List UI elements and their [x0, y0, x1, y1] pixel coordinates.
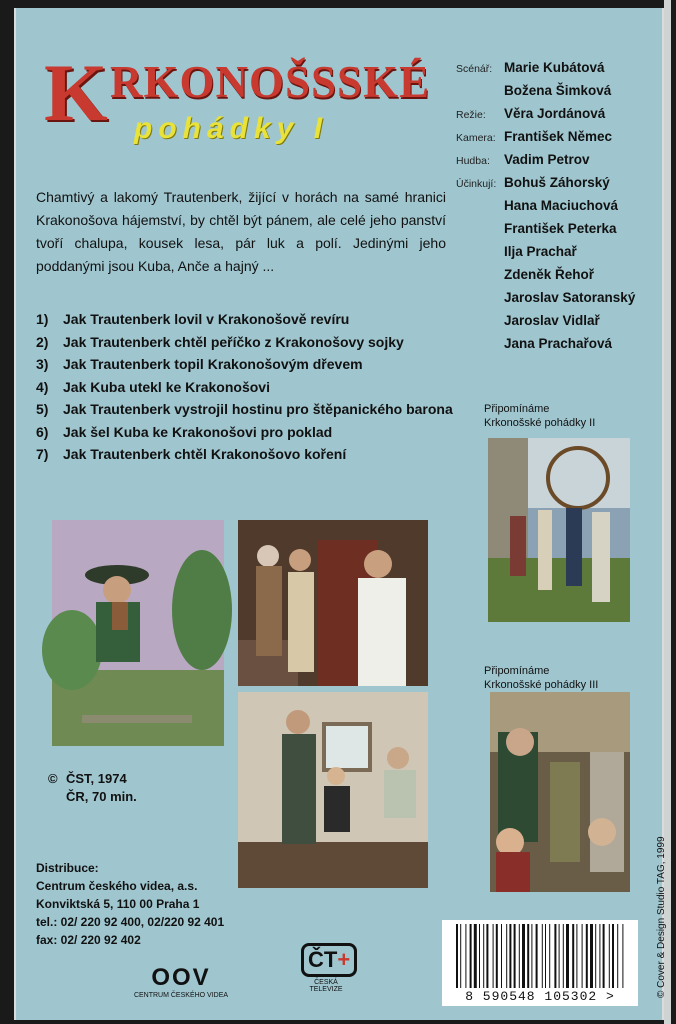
centrum-ceskeho-videa-logo: OOV CENTRUM ČESKÉHO VIDEA [133, 964, 229, 999]
credit-screenplay-2: Božena Šimková [504, 83, 612, 98]
distribution: Distribuce: Centrum českého videa, a.s. Konviktská 5, 110 00 Praha 1 tel.: 02/ 220 92 400, 02/220 92 401 fax: 02/ 220 92 402 [36, 861, 225, 947]
cast-member: František Peterka [504, 221, 617, 236]
description: Chamtivý a lakomý Trautenberk, žijící v horách na samé hranici Krakonošova hájemství, by chtěl být pánem, ale celé jeho panství tvoří chalupa, kousek lesa, pár luk a polí. Jedinými jeho poddanými jsou Kuba, Anče a hajný ... [36, 189, 446, 274]
cast-member: Zdeněk Řehoř [504, 267, 595, 282]
copyright: © ČST, 1974 ČR, 70 min. [48, 771, 137, 804]
photo-krakonos [52, 520, 224, 746]
episode-item: 7) Jak Trautenberk chtěl Krakonošovo koření [36, 446, 347, 462]
episode-item: 5) Jak Trautenberk vystrojil hostinu pro štěpanického barona [36, 401, 453, 417]
reminder-part-3: Připomínáme Krkonošské pohádky III [484, 665, 599, 691]
title-subtitle: pohádky I [134, 112, 329, 145]
photo-part-3 [490, 692, 630, 892]
episode-item: 3) Jak Trautenberk topil Krakonošovým dřevem [36, 356, 363, 372]
episode-item: 4) Jak Kuba utekl ke Krakonošovi [36, 378, 270, 395]
credit-director: Režie: Věra Jordánová [456, 106, 606, 121]
design-credit: © Cover & Design Studio TAG, 1999 [656, 836, 667, 998]
episode-item: 1) Jak Trautenberk lovil v Krakonošově revíru [36, 311, 350, 327]
cast-member: Jaroslav Vidlař [504, 313, 600, 328]
reminder-part-2: Připomínáme Krkonošské pohádky II [484, 403, 596, 429]
cast-member: Jaroslav Satoranský [504, 290, 636, 305]
episode-list [36, 308, 456, 466]
cast-member: Jana Prachařová [504, 336, 613, 351]
photo-kitchen [238, 692, 428, 888]
credit-music: Hudba: Vadim Petrov [456, 152, 590, 167]
credit-screenplay: Scénář: Marie Kubátová [456, 60, 605, 75]
photo-part-2 [488, 438, 630, 622]
title-initial: K [44, 47, 108, 138]
ceska-televize-logo: ČT+ ČESKÁ TELEVIZE [301, 943, 351, 993]
credits [456, 60, 676, 359]
episode-item: 6) Jak šel Kuba ke Krakonošovi pro poklad [36, 423, 333, 440]
credit-cast: Účinkují: Bohuš Záhorský [456, 175, 610, 190]
cast-member: Hana Maciuchová [504, 198, 619, 213]
barcode-number: 8 590548 105302 > [465, 989, 615, 1004]
episode-item: 2) Jak Trautenberk chtěl peříčko z Krakonošovy sojky [36, 333, 404, 350]
vhs-back-cover [14, 8, 667, 1020]
credit-camera: Kamera: František Němec [456, 129, 613, 144]
photo-trautenberk-room [238, 520, 428, 686]
title-text: RKONOŠSSKÉ [110, 57, 431, 107]
barcode [442, 920, 638, 1006]
cast-member: Ilja Prachař [504, 244, 577, 259]
